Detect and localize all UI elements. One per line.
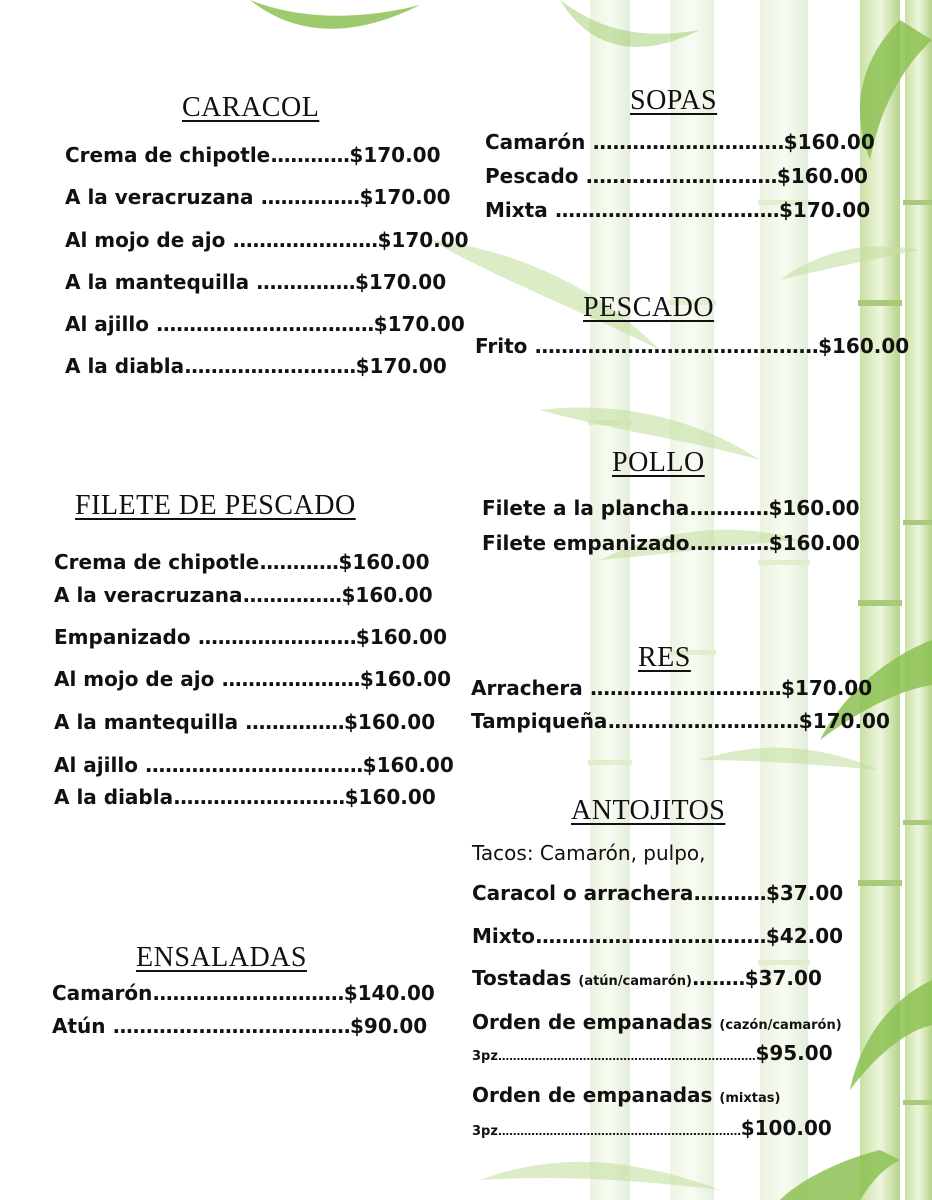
menu-item: Atún ....................................$90.00 bbox=[52, 1014, 428, 1038]
menu-item: Crema de chipotle............$170.00 bbox=[65, 143, 441, 167]
menu-item: A la diabla..........................$170.00 bbox=[65, 354, 447, 378]
menu-item: Arrachera .............................$170.00 bbox=[471, 676, 873, 700]
heading-res: RES bbox=[638, 642, 691, 673]
menu-item: Al ajillo .................................$160.00 bbox=[54, 753, 454, 777]
menu-item: Crema de chipotle............$160.00 bbox=[54, 550, 430, 574]
menu-item: A la diabla..........................$160.00 bbox=[54, 785, 436, 809]
menu-item: Mixto...................................$42.00 bbox=[472, 924, 844, 948]
menu-item: 3pz......................................................................$95.00 bbox=[472, 1041, 833, 1065]
menu-item: Camarón .............................$160.00 bbox=[485, 130, 875, 154]
heading-filete-de-pescado: FILETE DE PESCADO bbox=[75, 490, 356, 521]
heading-antojitos: ANTOJITOS bbox=[571, 795, 726, 826]
menu-item: A la mantequilla ...............$160.00 bbox=[54, 710, 436, 734]
menu-item: Empanizado ........................$160.00 bbox=[54, 625, 448, 649]
menu-item: Filete empanizado............$160.00 bbox=[482, 531, 860, 555]
menu-item: Al ajillo .................................$170.00 bbox=[65, 312, 465, 336]
menu-item: A la mantequilla ...............$170.00 bbox=[65, 270, 447, 294]
menu-item: Pescado .............................$160.00 bbox=[485, 164, 868, 188]
menu-item: Frito ...........................................$160.00 bbox=[475, 334, 910, 358]
heading-pollo: POLLO bbox=[612, 447, 705, 478]
menu-item: Al mojo de ajo ......................$170.00 bbox=[65, 228, 469, 252]
menu-item: A la veracruzana ...............$170.00 bbox=[65, 185, 451, 209]
heading-caracol: CARACOL bbox=[182, 92, 320, 123]
tacos-description: Tacos: Camarón, pulpo, bbox=[472, 841, 706, 865]
menu-item: A la veracruzana...............$160.00 bbox=[54, 583, 433, 607]
menu-item: Filete a la plancha............$160.00 bbox=[482, 496, 860, 520]
heading-pescado: PESCADO bbox=[583, 292, 715, 323]
menu-item: Al mojo de ajo .....................$160.00 bbox=[54, 667, 451, 691]
menu-item-heading: Orden de empanadas (cazón/camarón) bbox=[472, 1010, 842, 1034]
menu-item: Tampiqueña.............................$170.00 bbox=[471, 709, 890, 733]
heading-ensaladas: ENSALADAS bbox=[136, 942, 307, 973]
menu-item-heading: Orden de empanadas (mixtas) bbox=[472, 1083, 781, 1107]
menu-item: Camarón.............................$140.00 bbox=[52, 981, 435, 1005]
menu-item: Mixta ..................................$170.00 bbox=[485, 198, 871, 222]
menu-item: Tostadas (atún/camarón)........$37.00 bbox=[472, 966, 822, 990]
menu-item: 3pz..................................................................$100.00 bbox=[472, 1116, 832, 1140]
heading-sopas: SOPAS bbox=[630, 85, 718, 116]
menu-item: Caracol o arrachera...........$37.00 bbox=[472, 881, 844, 905]
